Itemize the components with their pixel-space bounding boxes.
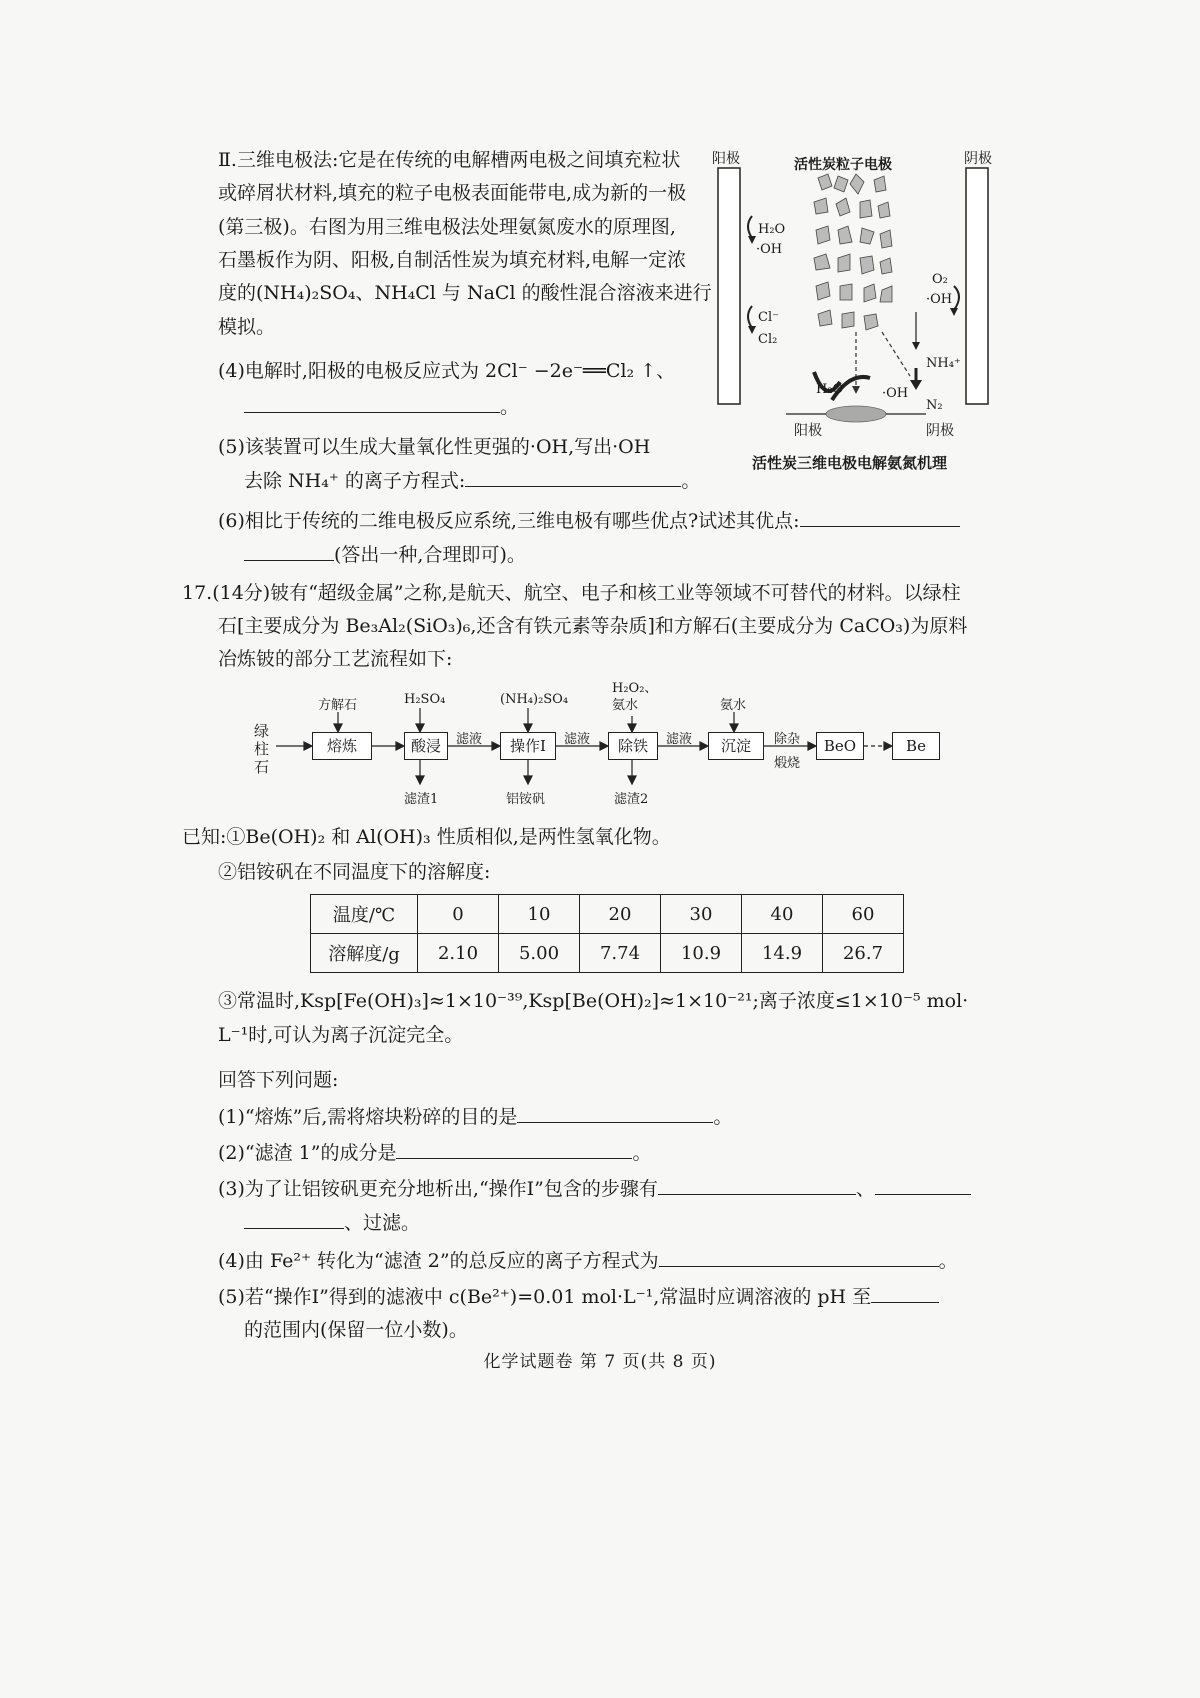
period: 。 — [681, 470, 701, 492]
question-4b — [218, 1246, 958, 1275]
question-4: (4)电解时,阳极的电极反应式为 2Cl⁻ −2e⁻══Cl₂ ↑、 — [218, 360, 676, 382]
q4-text: (4)由 Fe²⁺ 转化为“滤渣 2”的总反应的离子方程式为 — [218, 1250, 659, 1272]
flow-input-h2so4: H₂SO₄ — [404, 692, 446, 707]
table-cell: 10 — [499, 895, 580, 934]
question-5a-2 — [218, 1282, 939, 1311]
oh-right-label: ·OH — [926, 292, 953, 307]
table-cell: 60 — [823, 895, 904, 934]
q5-text: 去除 NH₄⁺ 的离子方程式: — [244, 470, 466, 492]
anode-bottom-label: 阳极 — [794, 423, 822, 439]
flow-output-residue-2: 滤渣2 — [614, 792, 649, 807]
table-cell: 10.9 — [661, 934, 742, 973]
q5-text: (5)若“操作Ⅰ”得到的滤液中 c(Be²⁺)=0.01 mol·L⁻¹,常温时应调溶液的 pH 至 — [218, 1286, 872, 1308]
flow-arrow-calcine: 煅烧 — [774, 756, 801, 771]
section2-line-5: 度的(NH₄)₂SO₄、NH₄Cl 与 NaCl 的酸性混合溶液来进行 — [218, 282, 712, 304]
page-footer: 化学试题卷 第 7 页(共 8 页) — [483, 1352, 717, 1372]
flow-box-operation-1: 操作Ⅰ — [500, 732, 556, 760]
section2-line-1: Ⅱ.三维电极法:它是在传统的电解槽两电极之间填充粒状 — [218, 149, 681, 171]
flow-box-beo: BeO — [816, 732, 864, 760]
table-cell: 5.00 — [499, 934, 580, 973]
q1-text: (1)“熔炼”后,需将熔块粉碎的目的是 — [218, 1106, 518, 1128]
section2-line-3: (第三极)。右图为用三维电极法处理氨氮废水的原理图, — [218, 216, 676, 238]
flow-box-remove-iron: 除铁 — [608, 732, 658, 760]
q2-text: (2)“滤渣 1”的成分是 — [218, 1142, 397, 1164]
o2-label: O₂ — [932, 272, 948, 287]
answer-blank[interactable] — [517, 1102, 713, 1123]
nh4-label: NH₄⁺ — [926, 356, 961, 371]
flow-output-residue-1: 滤渣1 — [404, 792, 439, 807]
cl-minus-label: Cl⁻ — [758, 310, 779, 325]
flow-input-h2o2-ammonia: H₂O₂、氨水 — [612, 681, 658, 713]
section2-line-2: 或碎屑状材料,填充的粒子电极表面能带电,成为新的一极 — [218, 182, 687, 204]
question-5b-2: 的范围内(保留一位小数)。 — [244, 1319, 468, 1341]
known-3a: ③常温时,Ksp[Fe(OH)₃]≈1×10⁻³⁹,Ksp[Be(OH)₂]≈1×10⁻²¹;离子浓度≤1×10⁻⁵ mol· — [218, 990, 969, 1012]
table-header-temp: 温度/℃ — [311, 895, 418, 934]
question-2 — [218, 1138, 651, 1167]
table-cell: 20 — [580, 895, 661, 934]
answer-blank[interactable] — [244, 1208, 344, 1229]
table-row — [311, 934, 904, 973]
known-2: ②铝铵矾在不同温度下的溶解度: — [218, 861, 491, 883]
answer-blank[interactable] — [396, 1138, 632, 1159]
answer-blank[interactable] — [658, 1174, 856, 1195]
q17-intro-1: 17.(14分)铍有“超级金属”之称,是航天、航空、电子和核工业等领域不可替代的材料。以绿柱 — [182, 582, 961, 604]
period: 。 — [632, 1142, 652, 1164]
answer-blank[interactable] — [659, 1246, 939, 1267]
period: 。 — [713, 1106, 733, 1128]
known-3b: L⁻¹时,可认为离子沉淀完全。 — [218, 1024, 464, 1046]
oh-left-label: ·OH — [756, 242, 783, 257]
table-cell: 2.10 — [418, 934, 499, 973]
figure-caption: 活性炭三维电极电解氨氮机理 — [752, 454, 948, 472]
table-cell: 14.9 — [742, 934, 823, 973]
q17-intro-2: 石[主要成分为 Be₃Al₂(SiO₃)₆,还含有铁元素等杂质]和方解石(主要成分为 CaCO₃)为原料 — [218, 615, 968, 637]
flow-arrow-filtrate-1: 滤液 — [456, 732, 483, 747]
q6-text: (6)相比于传统的二维电极反应系统,三维电极有哪些优点?试述其优点: — [218, 510, 800, 532]
answer-intro: 回答下列问题: — [218, 1069, 339, 1091]
cathode-bottom-label: 阴极 — [926, 423, 954, 439]
flow-box-precipitate: 沉淀 — [708, 732, 764, 760]
flow-input-calcite: 方解石 — [318, 698, 358, 713]
h2o-bottom-label: H₂O — [816, 382, 844, 397]
flow-input-ammonia: 氨水 — [720, 698, 747, 713]
flow-box-smelting: 熔炼 — [312, 732, 372, 760]
cl2-label: Cl₂ — [758, 332, 778, 347]
comma: 、 — [855, 1178, 875, 1200]
flow-start: 绿柱石 — [254, 722, 270, 776]
table-row — [311, 895, 904, 934]
period: 。 — [500, 396, 520, 418]
q3-end: 、过滤。 — [344, 1212, 421, 1234]
answer-blank[interactable] — [871, 1282, 939, 1303]
anode-top-label: 阳极 — [712, 151, 740, 167]
question-3b — [244, 1208, 420, 1237]
q17-intro-3: 冶炼铍的部分工艺流程如下: — [218, 648, 453, 670]
flow-arrow-impurity: 除杂 — [774, 732, 801, 747]
oh-bottom-label: ·OH — [882, 386, 909, 401]
q3-text: (3)为了让铝铵矾更充分地析出,“操作Ⅰ”包含的步骤有 — [218, 1178, 658, 1200]
question-5a: (5)该装置可以生成大量氧化性更强的·OH,写出·OH — [218, 436, 651, 458]
flow-output-alum: 铝铵矾 — [506, 792, 546, 807]
question-3a — [218, 1174, 971, 1203]
particle-electrode-label: 活性炭粒子电极 — [794, 157, 892, 173]
answer-blank[interactable] — [875, 1174, 971, 1195]
table-cell: 7.74 — [580, 934, 661, 973]
q6-end: (答出一种,合理即可)。 — [334, 544, 526, 566]
table-cell: 0 — [418, 895, 499, 934]
flow-box-acid-leach: 酸浸 — [404, 732, 448, 760]
section2-line-4: 石墨板作为阴、阳极,自制活性炭为填充材料,电解一定浓 — [218, 249, 687, 271]
h2o-left-label: H₂O — [758, 222, 786, 237]
section2-line-6: 模拟。 — [218, 316, 276, 338]
solubility-table — [310, 894, 904, 973]
table-header-solubility: 溶解度/g — [311, 934, 418, 973]
table-cell: 26.7 — [823, 934, 904, 973]
flow-input-nh4so4: (NH₄)₂SO₄ — [500, 692, 569, 707]
question-1 — [218, 1102, 732, 1131]
flow-box-be: Be — [892, 732, 940, 760]
table-cell: 30 — [661, 895, 742, 934]
cathode-top-label: 阴极 — [964, 151, 992, 167]
flow-arrow-filtrate-2: 滤液 — [564, 732, 591, 747]
known-1: 已知:①Be(OH)₂ 和 Al(OH)₃ 性质相似,是两性氢氧化物。 — [182, 826, 671, 848]
flow-arrow-filtrate-3: 滤液 — [666, 732, 693, 747]
table-cell: 40 — [742, 895, 823, 934]
n2-label: N₂ — [926, 398, 943, 413]
period: 。 — [938, 1250, 958, 1272]
